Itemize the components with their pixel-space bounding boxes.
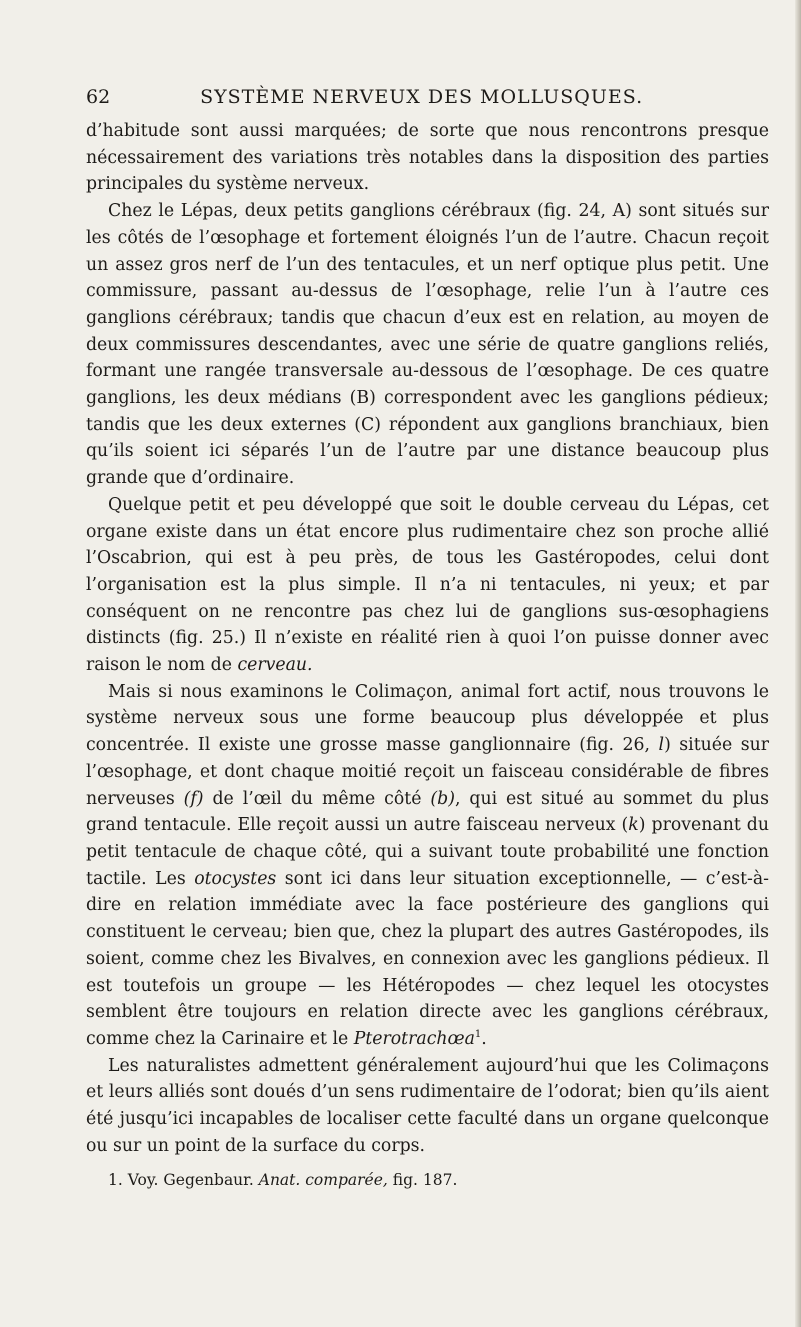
page-number: 62: [86, 86, 111, 108]
footnote-reference: 1: [474, 1029, 482, 1041]
paragraph-2: Chez le Lépas, deux petits ganglions cérébraux (fig. 24, A) sont situés sur les côtés de l’œsophage et fortement éloignés l’un de l’autre. Chacun reçoit un assez gros nerf de l’un des tentacules, et un nerf optique plus petit. Une commissure, passant au-dessus de l’œsophage, relie l’un à l’autre ces ganglions cérébraux; tandis que chacun d’eux est en relation, au moyen de deux commissures descendantes, avec une série de quatre ganglions reliés, formant une rangée transversale au-dessous de l’œsophage. De ces quatre ganglions, les deux médians (B) correspondent avec les ganglions pédieux; tandis que les deux externes (C) répondent aux ganglions branchiaux, bien qu’ils soient ici séparés l’un de l’autre par une distance beaucoup plus grande que d’ordinaire.: [86, 201, 769, 489]
term-otocystes: otocystes: [194, 868, 277, 889]
paragraph-4-text-e: sont ici dans leur situation exceptionnelle, — c’est-à-dire en relation immédiate avec la face postérieure des ganglions qui constituent le cerveau; bien que, chez la plupart des autres Gastéropodes, ils soient, comme chez les Bivalves, en connexion avec les ganglions pédieux. Il est toutefois un groupe — les Hétéropodes — chez lequel les otocystes semblent être toujours en relation directe avec les ganglions cérébraux, comme chez la Carinaire et le: [86, 868, 769, 1049]
footnote-title: Anat. comparée,: [258, 1171, 388, 1190]
paragraph-4-text-c: , qui est situé au sommet du plus grand tentacule. Elle reçoit aussi un autre faisceau nerveux (: [86, 788, 769, 836]
paragraph-4-end: .: [481, 1028, 487, 1049]
paragraph-4-text-d: ) provenant du petit tentacule de chaque côté, qui a suivant toute probabilité une fonction tactile. Les: [86, 815, 770, 889]
paragraph-3: [86, 492, 769, 679]
label-f: (f): [183, 788, 204, 809]
body-text: [86, 118, 769, 1159]
footnote-text-before: Voy. Gegenbaur.: [127, 1171, 254, 1190]
label-b: (b): [430, 788, 455, 809]
page: [86, 86, 769, 1191]
paragraph-4: [86, 679, 769, 1053]
paragraph-4-text-a: ) située sur l’œsophage, et dont chaque moitié reçoit un faisceau considérable de fibres nerveuses: [86, 735, 769, 809]
label-l: l: [658, 735, 665, 756]
paragraph-3-text: Quelque petit et peu développé que soit le double cerveau du Lépas, cet organe existe dans un état encore plus rudimentaire chez son proche allié l’Oscabrion, qui est à peu près, de tous les Gastéropodes, celui dont l’organisation est la plus simple. Il n’a ni tentacules, ni yeux; et par conséquent on ne rencontre pas chez lui de ganglions sus-œsophagiens distincts (fig. 25.) Il n’existe en réalité rien à quoi l’on puisse donner avec raison le nom de: [86, 494, 769, 676]
running-header: [86, 86, 769, 108]
label-k: k: [628, 815, 639, 836]
paragraph-4-text: Mais si nous examinons le Colimaçon, animal fort actif, nous trouvons le système nerveux sous une forme beaucoup plus développée et plus concentrée. Il existe une grosse masse ganglionnaire (fig. 26,: [86, 681, 769, 756]
paragraph-4-text-b: de l’œil du même côté: [203, 788, 422, 809]
footnote: [86, 1169, 769, 1191]
term-pterotrachaea: Pterotrachœa: [353, 1028, 475, 1049]
footnote-marker: 1.: [108, 1171, 123, 1190]
page-edge-shadow: [795, 0, 801, 1327]
paragraph-5: Les naturalistes admettent généralement aujourd’hui que les Colimaçons et leurs alliés sont doués d’un sens rudimentaire de l’odorat; bien qu’ils aient été jusqu’ici incapables de localiser cette faculté dans un organe quelconque ou sur un point de la surface du corps.: [86, 1055, 769, 1156]
paragraph-1: d’habitude sont aussi marquées; de sorte que nous rencontrons presque nécessairement des variations très notables dans la disposition des parties principales du système nerveux.: [86, 121, 769, 195]
term-cerveau: cerveau.: [237, 655, 313, 676]
running-title: SYSTÈME NERVEUX DES MOLLUSQUES.: [200, 86, 644, 108]
footnote-text-after: fig. 187.: [392, 1171, 458, 1190]
